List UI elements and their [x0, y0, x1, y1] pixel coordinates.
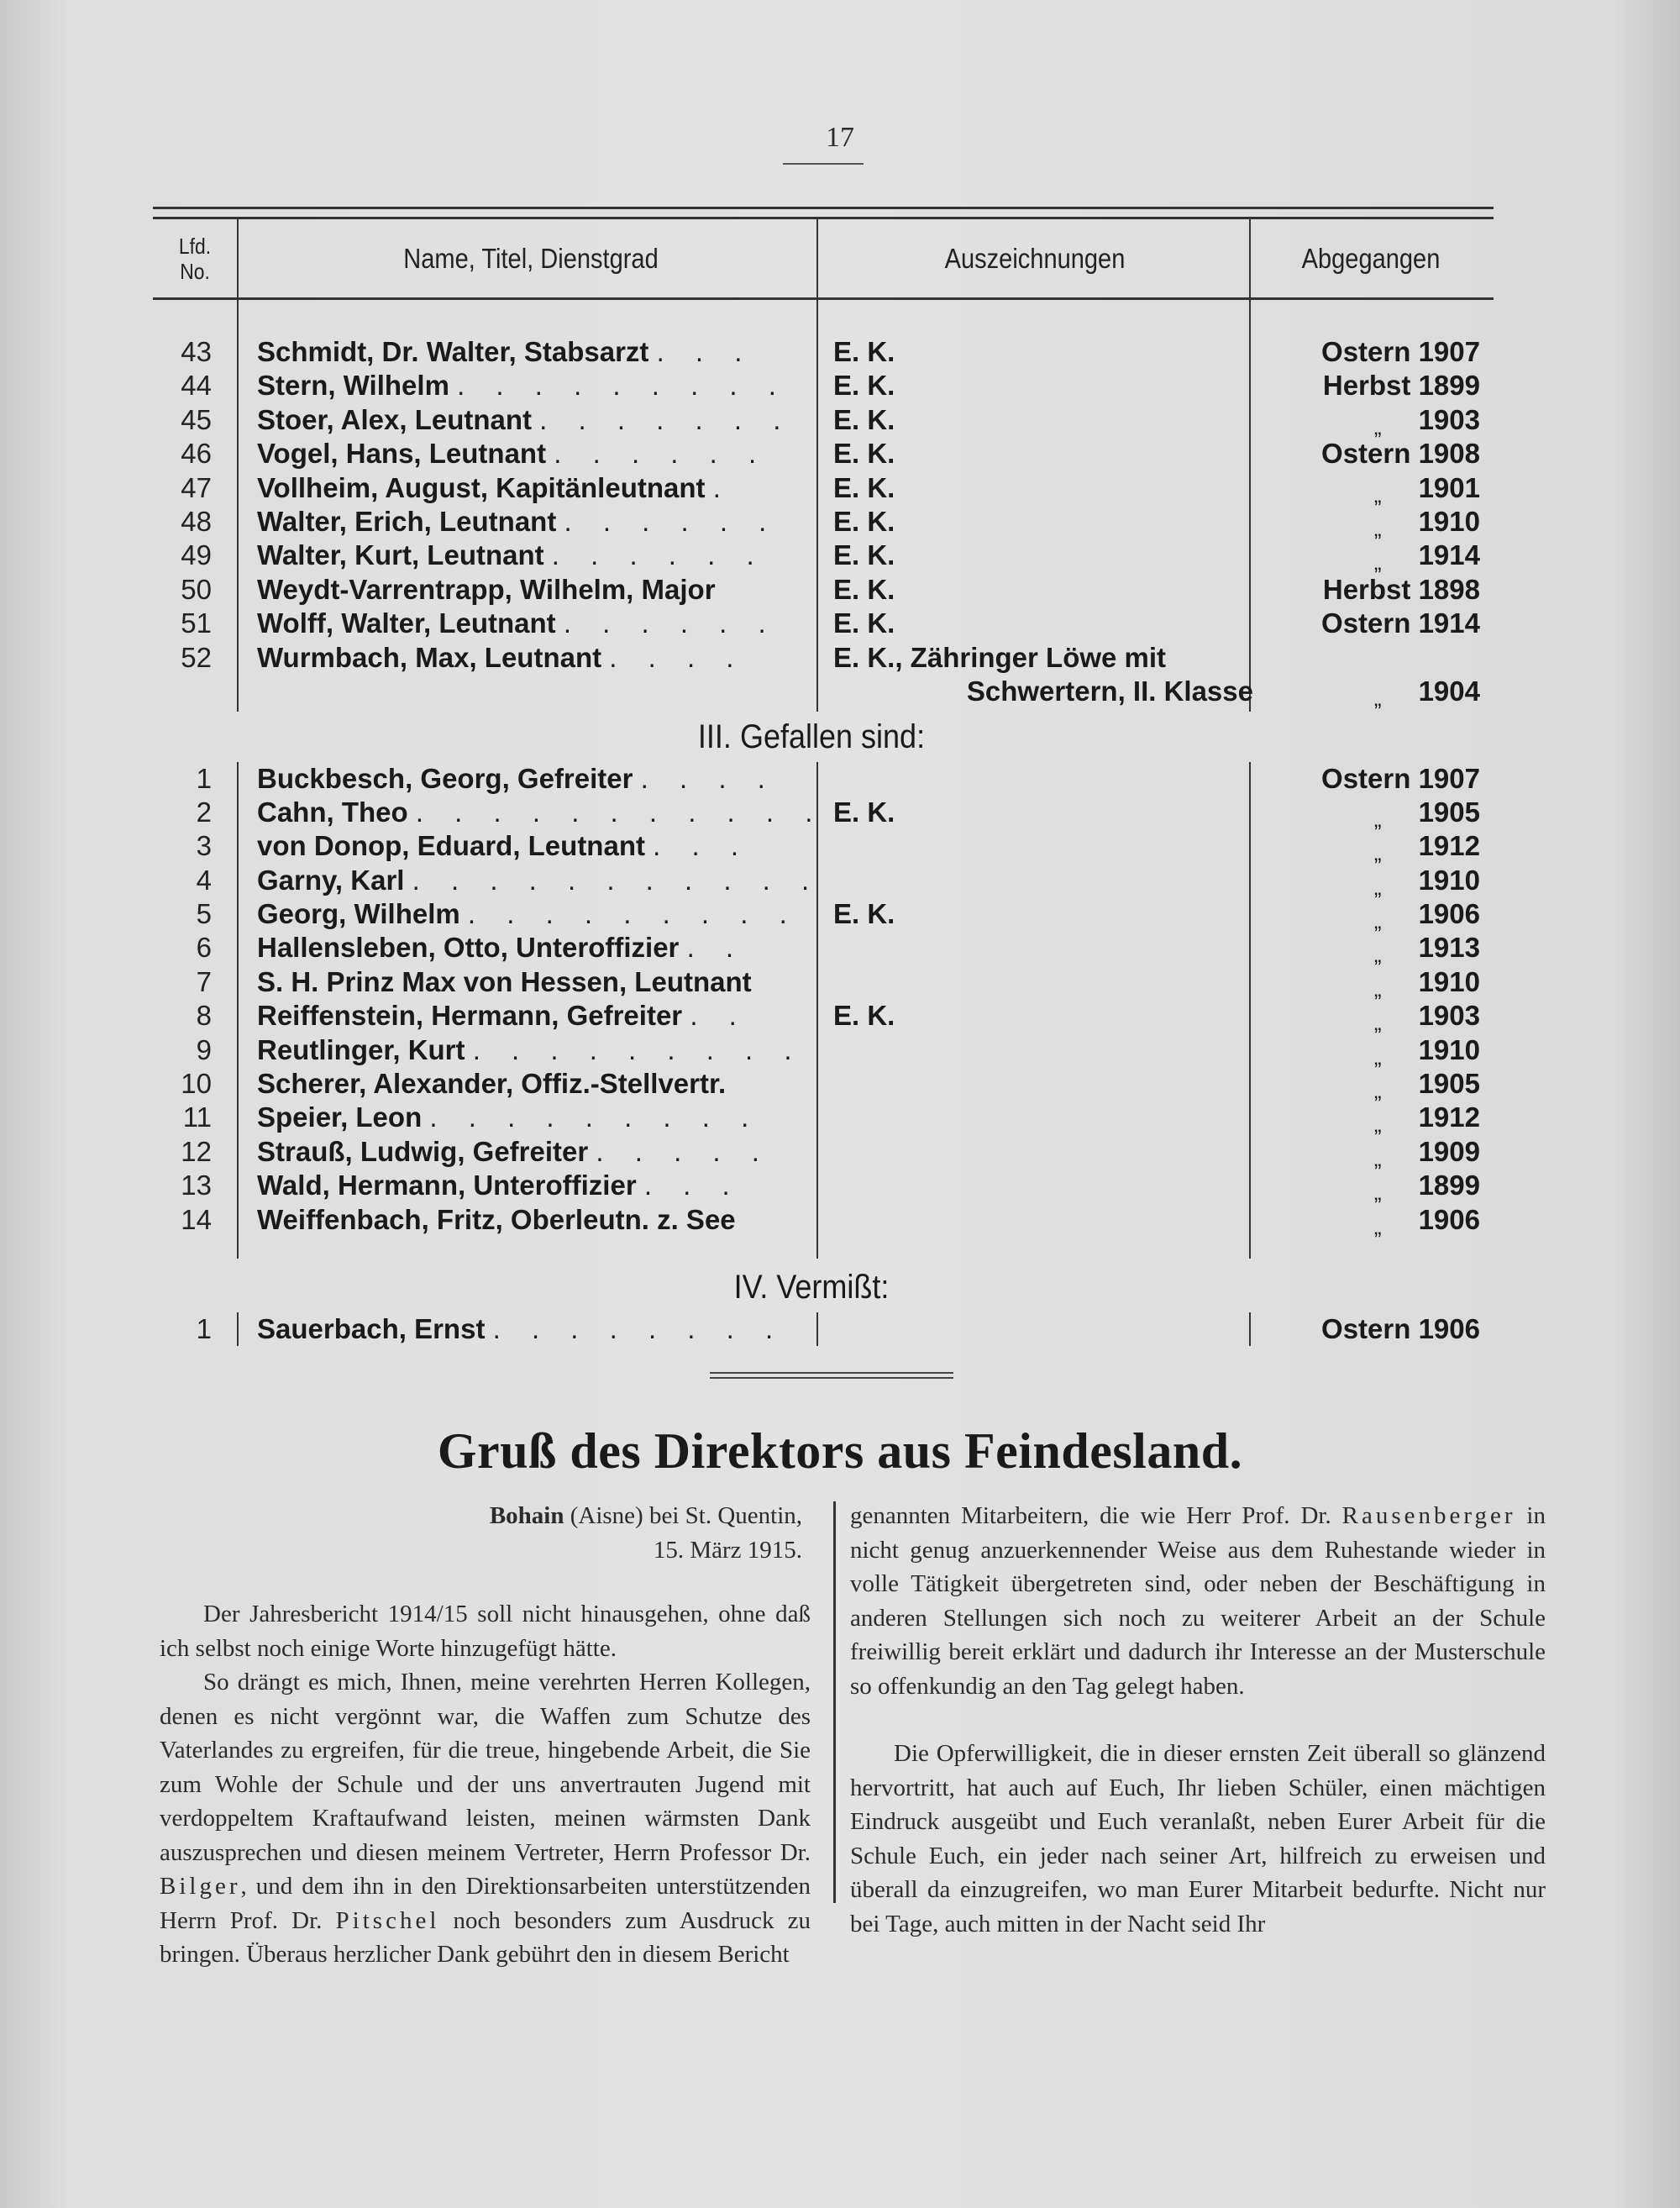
person-name: Reutlinger, Kurt . . . . . . . . . [257, 1033, 804, 1065]
departure: „ 1912 [1373, 1101, 1480, 1138]
table-row [153, 762, 1494, 796]
person-name: Sauerbach, Ernst . . . . . . . . [257, 1312, 785, 1344]
row-number: 8 [196, 1000, 212, 1032]
leader-dots: . . . . . . . . [492, 1312, 785, 1344]
person-name: Cahn, Theo . . . . . . . . . . . [257, 796, 825, 828]
column-divider-rule [833, 1501, 836, 1903]
awards: E. K. [833, 898, 895, 930]
header-left: Abgegangen [1301, 242, 1441, 274]
departure: „ 1910 [1373, 505, 1480, 541]
person-name: von Donop, Eduard, Leutnant . . . [257, 830, 750, 862]
departure: „ 1905 [1373, 796, 1480, 832]
leader-dots: . . . . . [596, 1135, 771, 1167]
person-name: Stoer, Alex, Leutnant . . . . . . . [257, 403, 793, 435]
row-number: 10 [181, 1068, 212, 1100]
person-name: Vogel, Hans, Leutnant . . . . . . [257, 438, 769, 470]
person-name: Speier, Leon . . . . . . . . . [257, 1101, 761, 1133]
departure: „ 1905 [1373, 1068, 1480, 1104]
row-number: 2 [196, 796, 212, 828]
departure: Ostern 1907 [1321, 336, 1480, 367]
paragraph: genannten Mitarbeitern, die wie Herr Prof. Dr. Rausenberger in nicht genug anzuerkennender Weise aus dem Ruhestande wieder in volle Tätigkeit übergetreten sind, oder neben der Beschäftigung in anderen Stellungen sich noch zu weiterer Arbeit an der Schule freiwillig bereit erklärt und dadurch ihr Interesse an der Musterschule so offenkundig an den Tag gelegt haben. [850, 1502, 1546, 1700]
row-number: 43 [181, 336, 212, 367]
header-awards: Auszeichnungen [944, 242, 1126, 274]
leader-dots: . . . . . . . [539, 403, 793, 435]
row-number: 1 [196, 762, 212, 794]
article-right-column [850, 1499, 1546, 1941]
departure: „ 1910 [1373, 864, 1480, 900]
table-row [153, 1169, 1494, 1206]
awards: E. K. [833, 505, 895, 537]
table-row [153, 796, 1494, 832]
ditto-mark: „ [1373, 413, 1382, 439]
table-row [153, 1203, 1494, 1237]
ditto-mark: „ [1373, 874, 1382, 900]
leader-dots: . . . . . . . . . . . [415, 796, 825, 828]
ditto-mark: „ [1373, 840, 1382, 866]
row-number: 46 [181, 438, 212, 470]
row-number: 51 [181, 607, 212, 639]
person-name: Wurmbach, Max, Leutnant . . . . [257, 641, 746, 673]
leader-dots: . . [686, 932, 746, 964]
table-header [153, 219, 1494, 300]
ditto-mark: „ [1373, 1145, 1382, 1171]
departure: Ostern 1908 [1321, 438, 1480, 470]
row-number: 13 [181, 1170, 212, 1201]
dateline-place [160, 1499, 811, 1533]
departure: „ 1910 [1373, 965, 1480, 1001]
row-number: 44 [181, 370, 212, 402]
row-number: 12 [181, 1135, 212, 1167]
table-row [153, 607, 1494, 640]
row-number: 48 [181, 505, 212, 537]
person-name: Hallensleben, Otto, Unteroffizier . . [257, 932, 746, 964]
departure: Herbst 1899 [1322, 370, 1480, 402]
leader-dots: . . . . [609, 641, 746, 673]
person-name: Wald, Hermann, Unteroffizier . . . [257, 1170, 742, 1201]
person-name: Pitschel [335, 1906, 440, 1934]
person-name: Weiffenbach, Fritz, Oberleutn. z. See [257, 1203, 736, 1235]
table-row [153, 1067, 1494, 1104]
header-lfd-no [158, 219, 232, 297]
departure: Ostern 1907 [1321, 762, 1480, 794]
person-name: Garny, Karl . . . . . . . . . . . [257, 864, 822, 896]
table-row [153, 1101, 1494, 1138]
separator-double-rule [710, 1372, 953, 1379]
table-row [153, 539, 1494, 576]
section-iv-title: IV. Vermißt: [733, 1268, 890, 1306]
roster-table [153, 207, 1494, 1346]
person-name: Reiffenstein, Hermann, Gefreiter . . [257, 1000, 748, 1032]
table-row [153, 641, 1494, 711]
awards-continued: Schwertern, II. Klasse [966, 675, 1253, 707]
table-row [153, 829, 1494, 866]
table-row [153, 1135, 1494, 1169]
row-number: 14 [181, 1203, 212, 1235]
place-rest: (Aisne) bei St. Quentin, [564, 1502, 802, 1529]
ditto-mark: „ [1373, 481, 1382, 507]
row-number: 1 [196, 1312, 212, 1344]
place-name: Bohain [489, 1502, 564, 1529]
leader-dots: . [712, 471, 732, 503]
table-row [153, 1312, 1494, 1346]
section-iii-title: III. Gefallen sind: [697, 718, 926, 755]
ditto-mark: „ [1373, 975, 1382, 1001]
leader-dots: . . . . . . . . . [467, 898, 799, 930]
row-number: 52 [181, 641, 212, 673]
departure: „ 1906 [1373, 898, 1480, 934]
table-row [153, 335, 1494, 369]
column-divider [237, 219, 239, 297]
dateline-date: 15. März 1915. [653, 1536, 802, 1564]
row-number: 4 [196, 864, 212, 896]
awards: E. K. [833, 607, 895, 639]
leader-dots: . . . . . . [564, 505, 779, 537]
leader-dots: . . . . . . . . . [429, 1101, 761, 1133]
departure: Ostern 1914 [1321, 607, 1480, 639]
awards: E. K. [833, 370, 895, 402]
leader-dots: . . . . . . . . . [472, 1033, 804, 1065]
departure: „ 1901 [1373, 471, 1480, 507]
ditto-mark: „ [1373, 942, 1382, 968]
ditto-mark: „ [1373, 1078, 1382, 1104]
ditto-mark: „ [1373, 1010, 1382, 1036]
paragraph: Die Opferwilligkeit, die in dieser ernsten Zeit überall so glänzend hervortritt, hat auch auf Euch, Ihr lieben Schüler, einen mächtigen Eindruck ausgeübt und Euch veranlaßt, neben Eurer Arbeit für die Schule Euch, ein jeder nach seiner Art, hilfreich zu erweisen und überall da einzugreifen, wo man Eurer Mitarbeit bedurfte. Nicht nur bei Tage, auch mitten in der Nacht seid Ihr [850, 1740, 1546, 1937]
leader-dots: . . . . . . . . . [457, 370, 788, 402]
ditto-mark: „ [1373, 1044, 1382, 1070]
page-number: 17 [826, 122, 854, 153]
awards: E. K. [833, 796, 895, 828]
section-iii-rows [153, 762, 1494, 1259]
person-name: Vollheim, August, Kapitänleutnant . [257, 471, 732, 503]
header-name: Name, Titel, Dienstgrad [403, 242, 659, 274]
departure: „ 1909 [1373, 1135, 1480, 1171]
article-title: Gruß des Direktors aus Feindesland. [437, 1423, 1243, 1479]
person-name: S. H. Prinz Max von Hessen, Leutnant [257, 965, 752, 997]
row-number: 9 [196, 1033, 212, 1065]
ditto-mark: „ [1373, 1180, 1382, 1206]
row-number: 5 [196, 898, 212, 930]
person-name: Weydt-Varrentrapp, Wilhelm, Major [257, 573, 716, 605]
table-row [153, 864, 1494, 900]
person-name: Wolff, Walter, Leutnant . . . . . . [257, 607, 778, 639]
table-row [153, 437, 1494, 471]
ditto-mark: „ [1373, 1112, 1382, 1138]
ditto-mark: „ [1373, 685, 1382, 711]
leader-dots: . . . . . . . . . . . [412, 864, 822, 896]
paragraph: Der Jahresbericht 1914/15 soll nicht hinausgehen, ohne daß ich selbst noch einige Worte hinzugefügt hätte. [160, 1601, 811, 1662]
table-row [153, 931, 1494, 968]
leader-dots: . . . . [640, 762, 777, 794]
table-row [153, 369, 1494, 402]
article-left-column [160, 1499, 811, 1972]
departure: „ 1906 [1373, 1203, 1480, 1239]
departure: „ 1913 [1373, 932, 1480, 968]
departure: „ 1903 [1373, 1000, 1480, 1036]
awards: E. K. [833, 573, 895, 605]
header-lfd-line2: No. [180, 258, 210, 284]
row-number: 3 [196, 830, 212, 862]
row-number: 7 [196, 965, 212, 997]
page-number-rule [783, 163, 864, 165]
row-number: 45 [181, 403, 212, 435]
departure: Ostern 1906 [1321, 1312, 1480, 1344]
awards: E. K. [833, 438, 895, 470]
leader-dots: . . . . . . [551, 539, 766, 571]
row-number: 6 [196, 932, 212, 964]
awards: E. K. [833, 1000, 895, 1032]
leader-dots: . . . [653, 830, 750, 862]
table-top-double-rule [153, 207, 1494, 219]
table-row [153, 505, 1494, 539]
awards: E. K. [833, 471, 895, 503]
awards: E. K. [833, 539, 895, 571]
table-row [153, 965, 1494, 999]
table-row [153, 999, 1494, 1036]
person-name: Georg, Wilhelm . . . . . . . . . [257, 898, 799, 930]
awards: E. K. [833, 336, 895, 367]
person-name: Schmidt, Dr. Walter, Stabsarzt . . . [257, 336, 754, 367]
departure: „ 1910 [1373, 1033, 1480, 1070]
person-name: Buckbesch, Georg, Gefreiter . . . . [257, 762, 777, 794]
leader-dots: . . . [643, 1170, 742, 1201]
ditto-mark: „ [1373, 1213, 1382, 1239]
ditto-mark: „ [1373, 806, 1382, 832]
departure: „ 1914 [1373, 539, 1480, 576]
leader-dots: . . . [656, 336, 754, 367]
awards: E. K., Zähringer Löwe mit [833, 641, 1167, 673]
paragraph: So drängt es mich, Ihnen, meine verehrten Herren Kollegen, denen es nicht vergönnt war, die Waffen zum Schutze des Vaterlandes zu ergreifen, für die treue, hingebende Arbeit, die Sie zum Wohle der Schule und der uns anvertrauten Jugend mit verdoppeltem Kraftaufwand leisten, meinen wärmsten Dank auszusprechen und diesen meinem Vertreter, Herrn Professor Dr. Bilger, und dem ihn in den Direktionsarbeiten unterstützenden Herrn Prof. Dr. Pitschel noch besonders zum Ausdruck zu bringen. Überaus herzlicher Dank gebührt den in diesem Bericht [160, 1669, 811, 1968]
leader-dots: . . . . . . [563, 607, 778, 639]
row-number: 47 [181, 471, 212, 503]
departure: „ 1904 [1373, 675, 1480, 711]
person-name: Scherer, Alexander, Offiz.-Stellvertr. [257, 1068, 727, 1100]
table-row [153, 471, 1494, 505]
ditto-mark: „ [1373, 908, 1382, 934]
departure: „ 1912 [1373, 830, 1480, 866]
person-name: Strauß, Ludwig, Gefreiter . . . . . [257, 1135, 771, 1167]
column-divider [1249, 219, 1251, 297]
row-number: 50 [181, 573, 212, 605]
column-divider [816, 219, 818, 297]
section-ii-rows [153, 300, 1494, 712]
person-name: Walter, Erich, Leutnant . . . . . . [257, 505, 779, 537]
table-row [153, 573, 1494, 607]
ditto-mark: „ [1373, 515, 1382, 541]
person-name: Stern, Wilhelm . . . . . . . . . [257, 370, 788, 402]
section-iv-rows [153, 1312, 1494, 1346]
row-number: 49 [181, 539, 212, 571]
awards: E. K. [833, 403, 895, 435]
header-lfd-line1: Lfd. [178, 233, 212, 259]
table-row [153, 403, 1494, 437]
table-row [153, 1033, 1494, 1070]
row-number: 11 [182, 1101, 212, 1133]
table-row [153, 897, 1494, 934]
departure: „ 1899 [1373, 1170, 1480, 1206]
person-name: Rausenberger [1341, 1502, 1516, 1529]
person-name: Bilger [160, 1873, 241, 1900]
departure: Herbst 1898 [1322, 573, 1480, 605]
departure: „ 1903 [1373, 403, 1480, 439]
person-name: Walter, Kurt, Leutnant . . . . . . [257, 539, 766, 571]
leader-dots: . . [690, 1000, 748, 1032]
leader-dots: . . . . . . [554, 438, 769, 470]
ditto-mark: „ [1373, 549, 1382, 576]
